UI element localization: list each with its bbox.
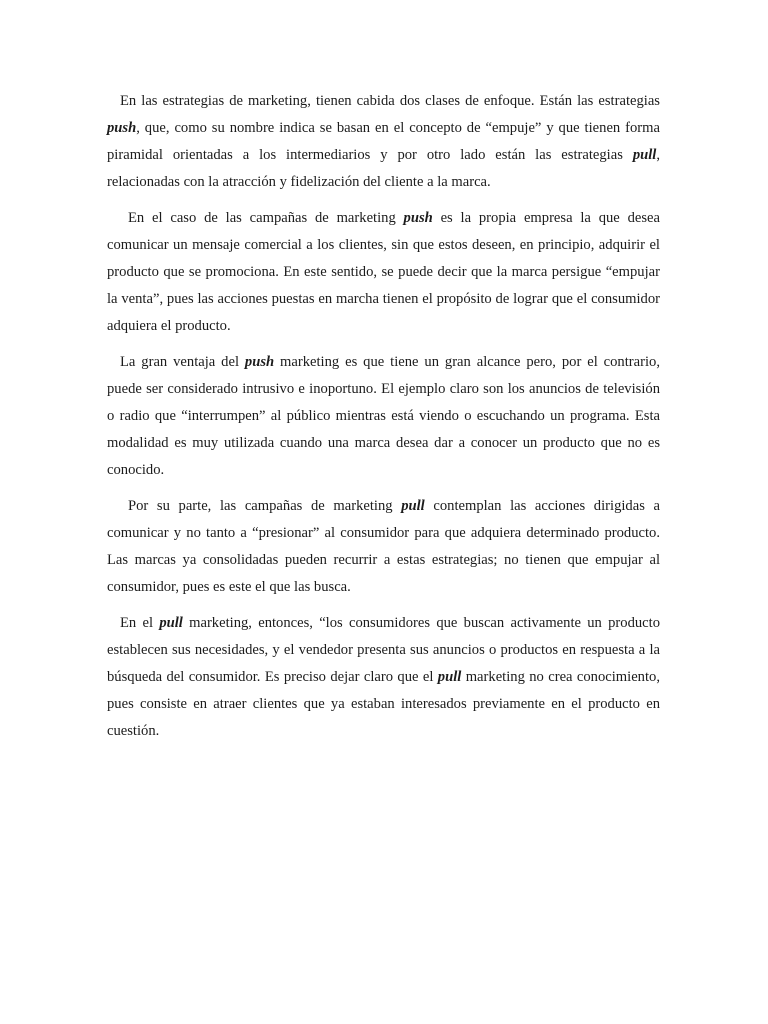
keyword-pull: pull <box>437 669 462 685</box>
paragraph-text: En el caso de las campañas de marketing <box>128 210 404 226</box>
paragraph-text: marketing, entonces, “los consumidores que buscan activamente un producto establecen sus necesidades, y el vendedor presenta sus anuncios o productos en respuesta a la búsqueda del consumidor. Es preciso dejar claro que el <box>107 615 660 685</box>
paragraph-3 <box>107 349 660 484</box>
keyword-push: push <box>403 210 433 226</box>
keyword-pull: pull <box>401 498 425 514</box>
paragraph-5 <box>107 610 660 745</box>
paragraph-text: marketing es que tiene un gran alcance pero, por el contrario, puede ser considerado intrusivo e inoportuno. El ejemplo claro son los anuncios de televisión o radio que “interrumpen” al público mientras está viendo o escuchando un programa. Esta modalidad es muy utilizada cuando una marca desea dar a conocer un producto que no es conocido. <box>107 354 660 478</box>
paragraph-text: La gran ventaja del <box>120 354 245 370</box>
paragraph-1 <box>107 88 660 196</box>
paragraph-text: , relacionadas con la atracción y fidelización del cliente a la marca. <box>107 147 660 190</box>
paragraph-4 <box>107 493 660 601</box>
paragraph-text: Por su parte, las campañas de marketing <box>128 498 402 514</box>
paragraph-text: En las estrategias de marketing, tienen cabida dos clases de enfoque. Están las estrategias <box>120 93 660 109</box>
keyword-push: push <box>107 120 137 136</box>
paragraph-2 <box>107 205 660 340</box>
paragraph-text: En el <box>120 615 160 631</box>
keyword-pull: pull <box>159 615 183 631</box>
document-body <box>107 88 660 754</box>
keyword-pull: pull <box>632 147 657 163</box>
paragraph-text: es la propia empresa la que desea comunicar un mensaje comercial a los clientes, sin que estos deseen, en principio, adquirir el producto que se promociona. En este sentido, se puede decir que la marca persigue “empujar la venta”, pues las acciones puestas en marcha tienen el propósito de lograr que el consumidor adquiera el producto. <box>107 210 660 334</box>
paragraph-text: marketing no crea conocimiento, pues consiste en atraer clientes que ya estaban interesados previamente en el producto en cuestión. <box>107 669 660 739</box>
paragraph-text: , que, como su nombre indica se basan en el concepto de “empuje” y que tienen forma piramidal orientadas a los intermediarios y por otro lado están las estrategias <box>107 120 660 163</box>
keyword-push: push <box>244 354 275 370</box>
paragraph-text: contemplan las acciones dirigidas a comunicar y no tanto a “presionar” al consumidor para que adquiera determinado producto. Las marcas ya consolidadas pueden recurrir a estas estrategias; no tienen que empujar al consumidor, pues es este el que las busca. <box>107 498 660 595</box>
